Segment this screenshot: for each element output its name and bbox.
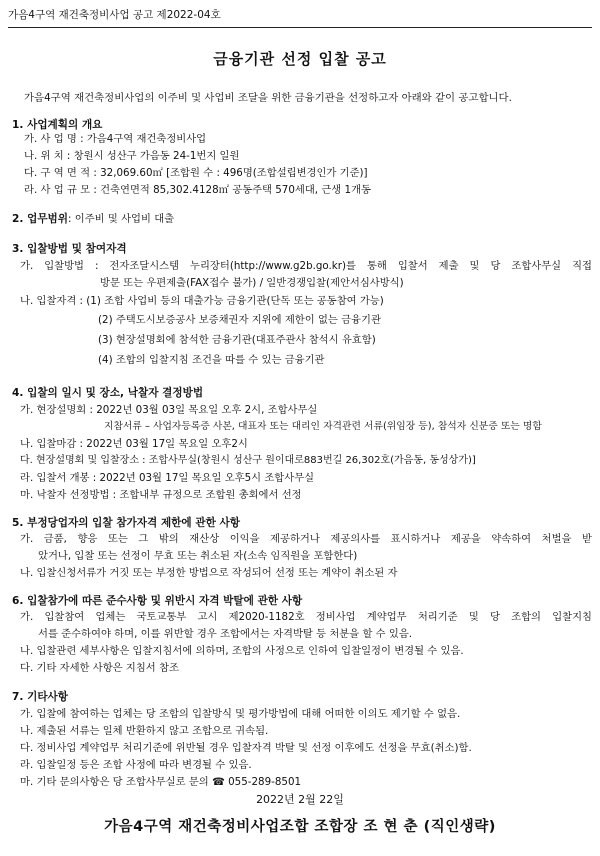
section-5-heading: 5. 부정당업자의 입찰 참가자격 제한에 관한 사항: [12, 517, 240, 529]
s1-item: 라. 사 업 규 모 : 건축연면적 85,302.4128㎡ 공동주택 570세대, 근생 1개동: [24, 184, 371, 196]
s4-item: 지참서류 – 사업자등록증 사본, 대표자 또는 대리인 자격관련 서류(위임장 등), 참석자 신분증 또는 명함: [104, 421, 542, 432]
section-2: [12, 212, 174, 226]
s4-item: 다. 현장설명회 및 입찰장소 : 조합사무실(창원시 성산구 원이대로883번길 26,302호(가음동, 동성상가)]: [20, 455, 476, 466]
s3-method-line1: 가. 입찰방법 : 전자조달시스템 누리장터(http://www.g2b.go.kr)를 통해 입찰서 제출 및 당 조합사무실 직접: [20, 260, 592, 272]
s1-item: 나. 위 치 : 창원시 성산구 가음동 24-1번지 일원: [24, 150, 240, 162]
s4-item: 가. 현장설명회 : 2022년 03월 03일 목요일 오후 2시, 조합사무실: [20, 404, 318, 416]
s3-qual-item: (3) 현장설명회에 참석한 금융기관(대표주관사 참석시 유효함): [98, 334, 376, 346]
s1-item: 가. 사 업 명 : 가음4구역 재건축정비사업: [24, 133, 207, 145]
section-3-heading: 3. 입찰방법 및 참여자격: [12, 243, 127, 255]
s7-contact-line: 마. 기타 문의사항은 당 조합사무실로 문의 ☎ 055-289-8501: [20, 776, 302, 788]
section-1-heading: 1. 사업계획의 개요: [12, 119, 103, 131]
s7-item: 라. 입찰일정 등은 조합 사정에 따라 변경될 수 있음.: [20, 759, 252, 771]
section-4-heading: 4. 입찰의 일시 및 장소, 낙찰자 결정방법: [12, 387, 204, 399]
s4-item: 나. 입찰마감 : 2022년 03월 17일 목요일 오후2시: [20, 438, 248, 450]
s7-item: 가. 입찰에 참여하는 업체는 당 조합의 입찰방식 및 평가방법에 대해 어떠한 이의도 제기할 수 없음.: [20, 708, 461, 720]
notice-number: 가음4구역 재건축정비사업 공고 제2022-04호: [8, 9, 221, 21]
s3-method-line2: 방문 또는 우편제출(FAX접수 불가) / 일반경쟁입찰(제안서심사방식): [100, 277, 404, 289]
s5-item: 았거나, 입찰 또는 선정이 무효 또는 취소된 자(소속 임직원을 포함한다): [38, 550, 358, 562]
announcement-date: 2022년 2월 22일: [256, 793, 344, 806]
s5-item: 가. 금품, 향응 또는 그 밖의 재산상 이익을 제공하거나 제공의사를 표시하거나 제공을 약속하여 처벌을 받: [20, 533, 592, 545]
section-2-text: : 이주비 및 사업비 대출: [68, 213, 175, 225]
s3-qualification: 나. 입찰자격 : (1) 조합 사업비 등의 대출가능 금융기관(단독 또는 공동참여 가능): [20, 295, 384, 307]
intro-paragraph: 가음4구역 재건축정비사업의 이주비 및 사업비 조달을 위한 금융기관을 선정하고자 아래와 같이 공고합니다.: [24, 92, 512, 104]
s3-qual-item: (4) 조합의 입찰지침 조건을 따를 수 있는 금융기관: [98, 354, 325, 366]
s6-item: 나. 입찰관련 세부사항은 입찰지침서에 의하며, 조합의 사정으로 인하여 입찰일정이 변경될 수 있음.: [20, 645, 464, 657]
section-6-heading: 6. 입찰참가에 따른 준수사항 및 위반시 자격 박탈에 관한 사항: [12, 595, 303, 607]
s5-item: 나. 입찰신청서류가 거짓 또는 부정한 방법으로 작성되어 선정 또는 계약이 취소된 자: [20, 567, 398, 579]
s7-item: 나. 제출된 서류는 일체 반환하지 않고 조합으로 귀속됨.: [20, 725, 269, 737]
s6-item: 가. 입찰참여 업체는 국토교통부 고시 제2020-1182호 정비사업 계약업무 처리기준 및 당 조합의 입찰지침: [20, 611, 592, 623]
s4-item: 마. 낙찰자 선정방법 : 조합내부 규정으로 조합원 총회에서 선정: [20, 489, 302, 501]
s3-qual-item: (2) 주택도시보증공사 보증채권자 지위에 제한이 없는 금융기관: [98, 314, 381, 326]
s6-item: 다. 기타 자세한 사항은 지침서 참조: [20, 662, 179, 674]
s6-item: 서를 준수하여야 하며, 이를 위반할 경우 조합에서는 자격박탈 등 처분을 할 수 있음.: [38, 628, 413, 640]
document-title: 금융기관 선정 입찰 공고: [213, 50, 387, 68]
s4-item: 라. 입찰서 개봉 : 2022년 03월 17일 목요일 오후5시 조합사무실: [20, 472, 315, 484]
s7-item: 다. 정비사업 계약업무 처리기준에 위반될 경우 입찰자격 박탈 및 선정 이후에도 선정을 무효(취소)함.: [20, 742, 472, 754]
s1-item: 다. 구 역 면 적 : 32,069.60㎡ [조합원 수 : 496명(조합설립변경인가 기준)]: [24, 167, 368, 179]
section-7-heading: 7. 기타사항: [12, 691, 69, 703]
signature-line: 가음4구역 재건축정비사업조합 조합장 조 현 춘 (직인생략): [104, 819, 496, 835]
section-2-heading: 2. 업무범위: [12, 213, 69, 225]
header-divider: [8, 27, 592, 28]
